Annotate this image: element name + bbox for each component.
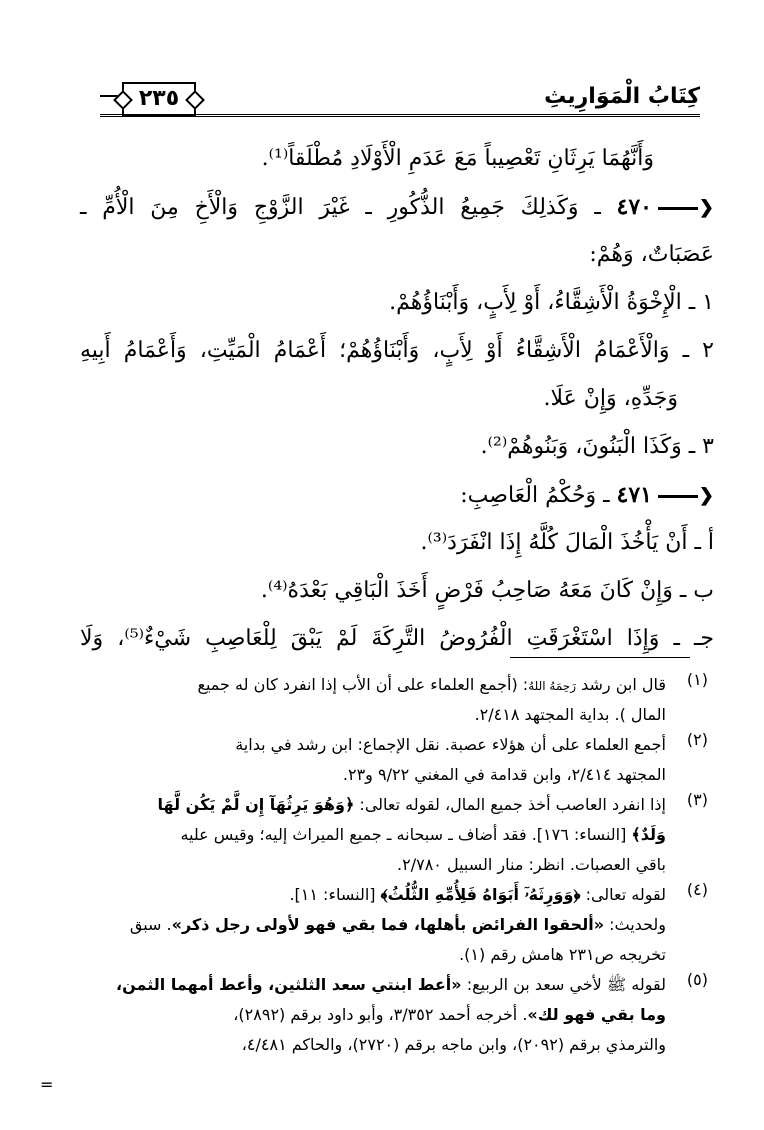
section-text: ـ وَكَذلِكَ جَمِيعُ الذُّكُورِ ـ غَيْرَ الزَّوْجِ وَالْأَخِ مِنَ الْأُمِّ ـ [80, 195, 601, 220]
footnote [70, 670, 708, 730]
list-item: ٢ ـ وَالْأَعْمَامُ الْأَشِقَّاءُ أَوْ لِأَبٍ، وَأَبْنَاؤُهُمْ؛ أَعْمَامُ الْمَيِّتِ، وَأَعْمَامُ أَبِيهِ [80, 338, 714, 363]
footnote [70, 970, 708, 1060]
footnote-line: تخريجه ص٢٣١ هامش رقم (١). [459, 945, 666, 964]
footnote [70, 880, 708, 970]
section-text: ـ وَحُكْمُ الْعَاصِبِ: [460, 483, 610, 508]
list-item-cont: وَجَدِّهِ، وَإِنْ عَلَا. [543, 386, 678, 411]
footnote-number: (١) [686, 670, 708, 689]
footnote-line: وَلَدٌ﴾ [النساء: ١٧٦]. فقد أضاف ـ سبحانه ـ جميع الميراث إليه؛ وقيس عليه [180, 825, 666, 844]
text-line: وَأَنَّهُمَا يَرِثَانِ تَعْصِيباً مَعَ عَدَمِ الْأَوْلَادِ مُطْلَقاً⁽¹⁾. [261, 146, 654, 171]
footnote-line: والترمذي برقم (٢٠٩٢)، وابن ماجه برقم (٢٧٢٠)، والحاكم ٤/٤٨١، [241, 1035, 666, 1054]
list-item: ب ـ وَإِنْ كَانَ مَعَهُ صَاحِبُ فَرْضٍ أَخَذَ الْبَاقِي بَعْدَهُ⁽⁴⁾. [260, 578, 714, 603]
footnote-line: باقي العصبات. انظر: منار السبيل ٢/٧٨٠. [397, 855, 666, 874]
page-header [100, 82, 700, 122]
list-item: ١ ـ الْإِخْوَةُ الْأَشِقَّاءُ، أَوْ لِأَبٍ، وَأَبْنَاؤُهُمْ. [389, 290, 714, 315]
section-470-line [80, 183, 714, 231]
continuation-mark: = [40, 1075, 54, 1094]
footnote-line: وما بقي فهو لك». أخرجه أحمد ٣/٣٥٢، وأبو داود برقم (٢٨٩٢)، [233, 1005, 666, 1024]
section-marker-icon: ❮ [658, 486, 714, 506]
footnote [70, 730, 708, 790]
section-number: ٤٧٠ [616, 194, 652, 220]
chapter-title: كِتَابُ الْمَوَارِيثِ [544, 84, 700, 109]
footnote-number: (٣) [686, 790, 708, 809]
footnotes [70, 670, 708, 1060]
footnote-number: (٥) [686, 970, 708, 989]
footnote-line: قال ابن رشد رَحِمَهُ اللهُ: (أجمع العلماء على أن الأب إذا انفرد كان له جميع [197, 675, 666, 694]
list-item: ٣ ـ وَكَذَا الْبَنُونَ، وَبَنُوهُمْ⁽²⁾. [480, 434, 714, 459]
footnote-line: المجتهد ٢/٤١٤، وابن قدامة في المغني ٩/٢٢ و٢٣. [342, 765, 666, 784]
footnote-line: المال ). بداية المجتهد ٢/٤١٨. [474, 705, 666, 724]
main-text [80, 135, 714, 663]
text-line: عَصَبَاتٌ، وَهُمْ: [589, 242, 714, 267]
footnote [70, 790, 708, 880]
section-marker-icon: ❮ [658, 198, 714, 218]
section-number: ٤٧١ [616, 482, 652, 508]
footnote-line: إذا انفرد العاصب أخذ جميع المال، لقوله تعالى: ﴿وَهُوَ يَرِثُهَآ إِن لَّمْ يَكُن لَّهَا [157, 795, 666, 814]
footnote-line: ولحديث: «ألحقوا الفرائض بأهلها، فما بقي فهو لأولى رجل ذكر». سبق [129, 915, 666, 934]
section-471-line [80, 471, 714, 519]
footnote-line: لقوله ﷺ لأخي سعد بن الربيع: «أعط ابنتي سعد الثلثين، وأعط أمهما الثمن، [116, 975, 666, 994]
list-item: أ ـ أَنْ يَأْخُذَ الْمَالَ كُلَّهُ إِذَا انْفَرَدَ⁽³⁾. [420, 530, 714, 555]
page-number: ٢٣٥ [122, 82, 196, 116]
footnote-line: لقوله تعالى: ﴿وَوَرِثَهُۥٓ أَبَوَاهُ فَلِأُمِّهِ الثُّلُثُ﴾ [النساء: ١١]. [289, 885, 666, 904]
footnote-number: (٤) [686, 880, 708, 899]
footnote-number: (٢) [686, 730, 708, 749]
footnote-separator [510, 657, 690, 658]
list-item: جـ ـ وَإِذَا اسْتَغْرَقَتِ الْفُرُوضُ التَّرِكَةَ لَمْ يَبْقَ لِلْعَاصِبِ شَيْءٌ⁽⁵⁾، وَلَا [80, 626, 714, 651]
footnote-line: أجمع العلماء على أن هؤلاء عصبة. نقل الإجماع: ابن رشد في بداية [235, 735, 666, 754]
